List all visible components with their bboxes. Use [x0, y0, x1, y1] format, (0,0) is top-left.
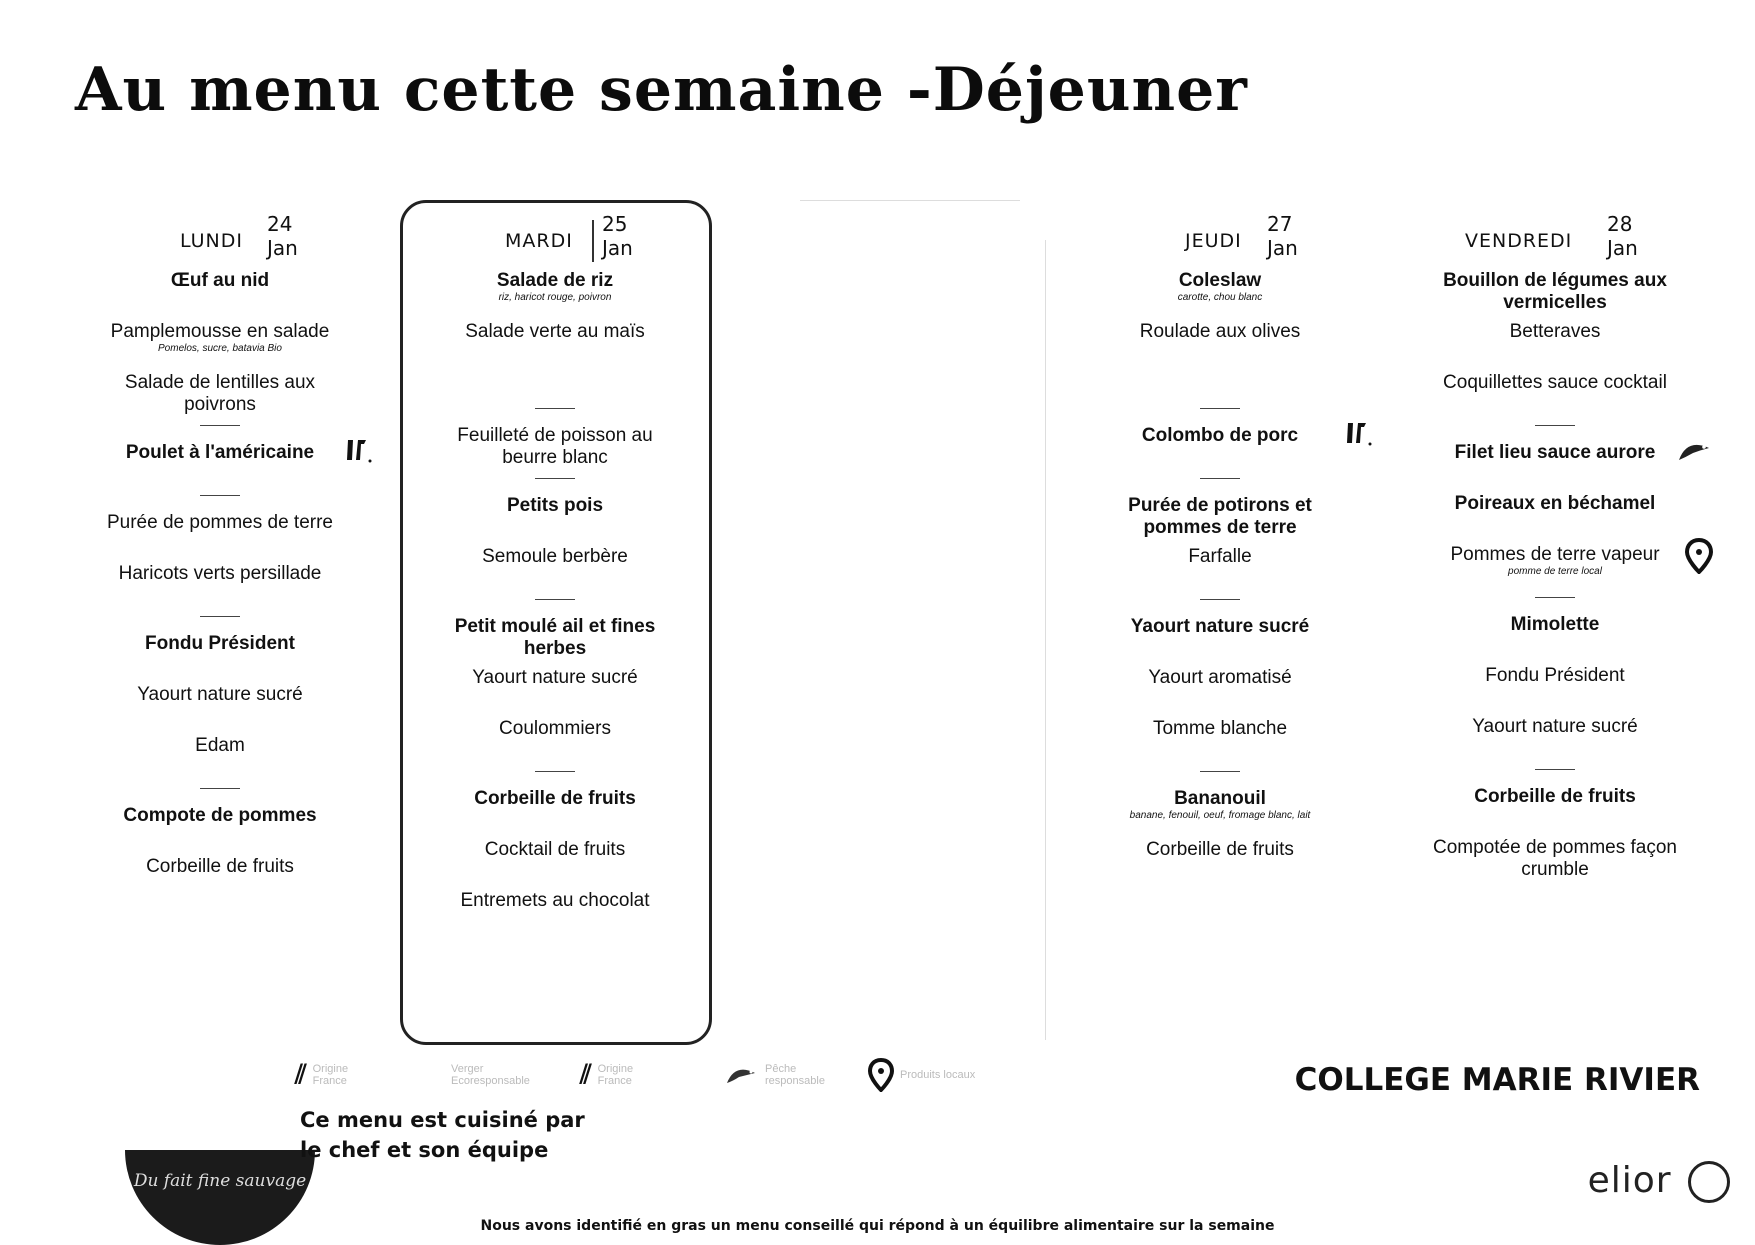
menu-item-label: Yaourt nature sucré	[1472, 716, 1638, 737]
menu-item	[70, 510, 370, 561]
menu-item	[70, 561, 370, 612]
day-number: 28	[1607, 212, 1633, 236]
menu-item-label: Yaourt nature sucré	[137, 684, 303, 705]
menu-item-label: Œuf au nid	[170, 270, 270, 291]
menu-item	[70, 631, 370, 682]
elior-brand	[1588, 1160, 1730, 1203]
day-name: VENDREDI	[1465, 230, 1573, 252]
france-origin-icon: ⫽	[580, 1059, 592, 1089]
spacer	[1070, 370, 1370, 404]
day-header	[405, 200, 705, 260]
course-separator	[200, 495, 240, 496]
menu-item-label: Roulade aux olives	[1139, 321, 1301, 342]
menu-item	[1070, 614, 1370, 665]
menu-item-label: Poulet à l'américaine	[125, 442, 315, 463]
course-separator	[535, 771, 575, 772]
menu-item-label: Salade verte au maïs	[465, 321, 645, 342]
day-column-mardi	[405, 200, 705, 939]
menu-item	[70, 733, 370, 784]
location-pin-icon	[1685, 538, 1713, 580]
day-number: 24	[267, 212, 293, 236]
legend-label: Pêche responsable	[765, 1063, 825, 1087]
logo-text: Du fait fine sauvage	[133, 1171, 307, 1191]
day-header	[1070, 200, 1370, 260]
menu-item-label: Mimolette	[1510, 614, 1600, 635]
page-title: Au menu cette semaine -Déjeuner	[75, 55, 1248, 125]
menu-item	[1405, 319, 1705, 370]
menu-item	[1405, 370, 1705, 421]
menu-item	[1070, 837, 1370, 888]
menu-item	[1070, 544, 1370, 595]
footer-note: Nous avons identifié en gras un menu conseillé qui répond à un équilibre alimentaire sur la semaine	[480, 1218, 1275, 1234]
menu-item-ingredients: Pomelos, sucre, batavia Bio	[158, 343, 282, 354]
menu-item	[405, 837, 705, 888]
menu-item-label: Semoule berbère	[482, 546, 628, 567]
menu-item-label: Farfalle	[1188, 546, 1252, 567]
menu-item-label: Cocktail de fruits	[484, 839, 626, 860]
menu-item-label: Poireaux en béchamel	[1454, 493, 1656, 514]
menu-item	[70, 803, 370, 854]
menu-item	[405, 665, 705, 716]
menu-item-label: Bouillon de légumes aux vermicelles	[1443, 270, 1667, 313]
menu-item-label: Pamplemousse en salade	[110, 321, 330, 342]
menu-item-label: Coleslaw	[1178, 270, 1262, 291]
course-separator	[200, 788, 240, 789]
course-separator	[535, 599, 575, 600]
day-number: 27	[1267, 212, 1293, 236]
day-name: JEUDI	[1185, 230, 1242, 252]
menu-item	[1405, 612, 1705, 663]
menu-item-label: Edam	[195, 735, 245, 756]
menu-item-label: Filet lieu sauce aurore	[1454, 442, 1656, 463]
menu-item	[1405, 440, 1705, 491]
day-date	[1267, 212, 1298, 260]
legend-item-origine-france-2	[580, 1055, 668, 1095]
elior-logo-icon	[1688, 1161, 1730, 1203]
menu-item	[1405, 835, 1705, 886]
menu-item-label: Compote de pommes	[123, 805, 317, 826]
menu-item-label: Fondu Président	[1485, 665, 1625, 686]
menu-item	[1405, 663, 1705, 714]
menu-item	[70, 440, 370, 491]
menu-item	[405, 493, 705, 544]
menu-item-label: Purée de pommes de terre	[106, 512, 333, 533]
ghost-column-top	[800, 200, 1020, 201]
menu-item	[70, 682, 370, 733]
menu-item-label: Petits pois	[506, 495, 604, 516]
day-column-vendredi	[1405, 200, 1705, 886]
course-separator	[535, 478, 575, 479]
course-separator	[200, 616, 240, 617]
day-month: Jan	[1267, 236, 1298, 260]
course-separator	[1200, 599, 1240, 600]
legend-label: Produits locaux	[900, 1069, 976, 1081]
menu-item	[1405, 542, 1705, 593]
brand-name: elior	[1587, 1160, 1672, 1201]
school-name: COLLEGE MARIE RIVIER	[1294, 1062, 1700, 1098]
fish-icon	[725, 1061, 759, 1089]
menu-item-label: Yaourt aromatisé	[1148, 667, 1292, 688]
course-separator	[200, 425, 240, 426]
day-date	[1607, 212, 1638, 260]
menu-item	[405, 716, 705, 767]
france-origin-icon	[1344, 419, 1378, 455]
legend-item-origine-france	[295, 1055, 383, 1095]
menu-item-label: Salade de riz	[496, 270, 614, 291]
menu-item	[1070, 716, 1370, 767]
menu-item	[1405, 491, 1705, 542]
menu-item	[1070, 423, 1370, 474]
course-separator	[535, 408, 575, 409]
course-separator	[1200, 771, 1240, 772]
menu-item-label: Yaourt nature sucré	[1130, 616, 1310, 637]
menu-item	[70, 854, 370, 905]
menu-item-label: Coulommiers	[499, 718, 611, 739]
menu-item	[405, 544, 705, 595]
menu-item	[405, 888, 705, 939]
menu-item	[1405, 714, 1705, 765]
day-name: LUNDI	[180, 230, 243, 252]
menu-item	[1070, 268, 1370, 319]
menu-item-label: Corbeille de fruits	[146, 856, 294, 877]
menu-item	[405, 423, 705, 474]
menu-item	[405, 319, 705, 370]
day-header	[1405, 200, 1705, 260]
course-separator	[1535, 769, 1575, 770]
legend-item-produits-locaux	[868, 1055, 980, 1095]
day-header	[70, 200, 370, 260]
menu-item-label: Pommes de terre vapeur	[1450, 544, 1660, 565]
spacer	[405, 370, 705, 404]
day-date	[267, 212, 298, 260]
course-separator	[1535, 597, 1575, 598]
course-separator	[1535, 425, 1575, 426]
menu-item-label: Yaourt nature sucré	[472, 667, 638, 688]
menu-item	[1070, 786, 1370, 837]
day-month: Jan	[602, 236, 633, 260]
menu-item-label: Corbeille de fruits	[1146, 839, 1294, 860]
france-origin-icon: ⫽	[295, 1059, 307, 1089]
menu-item	[405, 614, 705, 665]
legend-label: Origine France	[597, 1063, 634, 1087]
menu-item	[1405, 268, 1705, 319]
menu-item	[1405, 784, 1705, 835]
menu-item-label: Tomme blanche	[1152, 718, 1288, 739]
menu-item-label: Corbeille de fruits	[1474, 786, 1636, 807]
legend-label: Origine France	[312, 1063, 349, 1087]
menu-item-label: Coquillettes sauce cocktail	[1443, 372, 1667, 393]
menu-item	[70, 370, 370, 421]
menu-item-label: Petit moulé ail et fines herbes	[454, 616, 656, 659]
menu-item-ingredients: pomme de terre local	[1508, 566, 1602, 577]
menu-item-label: Corbeille de fruits	[474, 788, 636, 809]
menu-item-label: Haricots verts persillade	[118, 563, 322, 584]
day-number: 25	[602, 212, 628, 236]
course-separator	[1200, 478, 1240, 479]
menu-item-ingredients: riz, haricot rouge, poivron	[498, 292, 612, 303]
menu-item-label: Bananouil	[1174, 788, 1266, 809]
menu-item	[70, 319, 370, 370]
day-column-jeudi	[1070, 200, 1370, 888]
menu-item-ingredients: banane, fenouil, oeuf, fromage blanc, lait	[1129, 810, 1311, 821]
day-month: Jan	[1607, 236, 1638, 260]
location-pin-icon	[868, 1058, 894, 1092]
menu-item-label: Feuilleté de poisson au beurre blanc	[457, 425, 653, 468]
ghost-column-side	[1045, 240, 1046, 1040]
menu-item-label: Purée de potirons et pommes de terre	[1128, 495, 1312, 538]
menu-item-label: Betteraves	[1509, 321, 1601, 342]
day-column-lundi	[70, 200, 370, 905]
legend-label: Verger Ecoresponsable	[451, 1063, 530, 1087]
menu-item	[405, 268, 705, 319]
menu-item	[70, 268, 370, 319]
menu-item-label: Salade de lentilles aux poivrons	[124, 372, 316, 415]
day-month: Jan	[267, 236, 298, 260]
legend-item-peche	[725, 1055, 855, 1095]
day-date	[602, 212, 633, 260]
menu-item-ingredients: carotte, chou blanc	[1177, 292, 1263, 303]
menu-item-label: Colombo de porc	[1141, 425, 1299, 446]
france-origin-icon	[344, 436, 378, 472]
menu-item	[1070, 665, 1370, 716]
menu-item-label: Compotée de pommes façon crumble	[1433, 837, 1677, 880]
legend-item-verger	[445, 1055, 561, 1095]
day-name: MARDI	[505, 230, 573, 252]
menu-item-label: Fondu Président	[145, 633, 295, 654]
menu-item	[405, 786, 705, 837]
menu-item	[1070, 319, 1370, 370]
menu-item-label: Entremets au chocolat	[460, 890, 650, 911]
fish-icon	[1677, 436, 1713, 472]
cuisine-note: Ce menu est cuisiné par le chef et son équipe	[300, 1108, 585, 1162]
course-separator	[1200, 408, 1240, 409]
menu-item	[1070, 493, 1370, 544]
